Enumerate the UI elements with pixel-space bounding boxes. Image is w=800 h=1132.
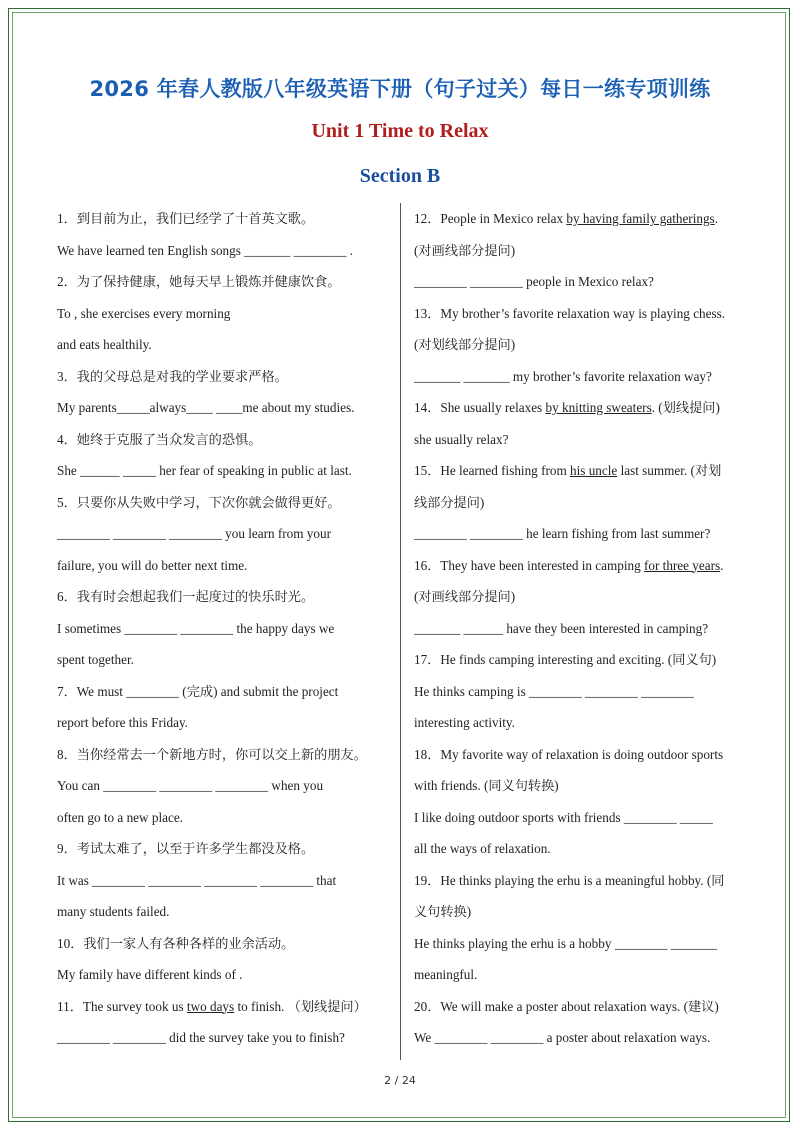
exercise-line: 8．当你经常去一个新地方时，你可以交上新的朋友。 xyxy=(57,746,367,762)
underlined-phrase: his uncle xyxy=(570,463,618,478)
underlined-phrase: for three years xyxy=(643,557,721,573)
exercise-line: ________ ________ did the survey take you to finish? xyxy=(57,1030,345,1045)
exercise-line: 9．考试太难了，以至于许多学生都没及格。 xyxy=(57,841,315,856)
exercise-line: _______ ______ have they been interested in camping? xyxy=(414,620,709,636)
exercise-line: 12．People in Mexico relax by having family gatherings. xyxy=(414,211,718,226)
exercise-line: 6．我有时会想起我们一起度过的快乐时光。 xyxy=(57,589,315,604)
exercise-line: often go to a new place. xyxy=(57,809,183,825)
exercise-line: 11．The survey took us two days to finish. （划线提问） xyxy=(57,998,367,1014)
exercise-line: and eats healthily. xyxy=(57,337,152,352)
exercise-line: with friends. (同义句转换) xyxy=(414,778,559,793)
exercise-line: To , she exercises every morning xyxy=(57,305,231,321)
exercise-line: 20．We will make a poster about relaxation ways. (建议) xyxy=(414,998,719,1014)
exercise-line: 7．We must ________ (完成) and submit the project xyxy=(57,683,339,699)
exercise-line: You can ________ ________ ________ when you xyxy=(57,778,324,793)
exercise-line: My parents_____always____ ____me about my studies. xyxy=(57,400,355,415)
exercise-line: We have learned ten English songs _______ ________ . xyxy=(57,242,353,258)
exercise-line: 17．He finds camping interesting and exciting. (同义句) xyxy=(414,652,717,667)
exercise-line: (对画线部分提问) xyxy=(414,589,516,604)
exercise-line: report before this Friday. xyxy=(57,715,188,730)
underlined-phrase: by knitting sweaters xyxy=(545,400,652,415)
exercise-line: _______ _______ my brother’s favorite relaxation way? xyxy=(414,368,712,384)
underlined-phrase: two days xyxy=(186,998,235,1014)
exercise-line: He thinks camping is ________ ________ ________ xyxy=(414,683,694,699)
page-number: 2 / 24 xyxy=(384,1074,416,1087)
exercise-line: she usually relax? xyxy=(414,431,509,447)
section-heading: Section B xyxy=(359,165,441,187)
exercise-line: 14．She usually relaxes by knitting sweaters. (划线提问) xyxy=(414,400,720,415)
exercise-line: (对画线部分提问) xyxy=(414,242,516,258)
exercise-line: 义句转换) xyxy=(414,904,472,919)
exercise-line: I like doing outdoor sports with friends ________ _____ xyxy=(414,809,713,825)
unit-heading: Unit 1 Time to Relax xyxy=(311,120,489,142)
exercise-line: all the ways of relaxation. xyxy=(414,841,551,856)
exercise-line: spent together. xyxy=(57,652,134,667)
column-divider xyxy=(400,203,401,1060)
exercise-line: failure, you will do better next time. xyxy=(57,557,248,573)
left-column xyxy=(57,203,387,1054)
exercise-line: 16．They have been interested in camping for three years. xyxy=(414,557,724,573)
exercise-line: 18．My favorite way of relaxation is doing outdoor sports xyxy=(414,746,724,762)
exercise-line: 1．到目前为止，我们已经学了十首英文歌。 xyxy=(57,211,315,226)
underlined-phrase: by having family gatherings xyxy=(566,211,715,226)
exercise-line: We ________ ________ a poster about relaxation ways. xyxy=(414,1030,711,1045)
exercise-line: 3．我的父母总是对我的学业要求严格。 xyxy=(57,368,288,384)
exercise-line: 2．为了保持健康，她每天早上锻炼并健康饮食。 xyxy=(57,274,341,289)
right-column xyxy=(414,203,749,1054)
exercise-line: 5．只要你从失败中学习，下次你就会做得更好。 xyxy=(57,494,341,510)
exercise-line: 10．我们一家人有各种各样的业余活动。 xyxy=(57,935,295,951)
exercise-line: 4．她终于克服了当众发言的恐惧。 xyxy=(57,431,262,447)
exercise-line: I sometimes ________ ________ the happy days we xyxy=(57,620,335,636)
exercise-line: 15．He learned fishing from his uncle last summer. (对划 xyxy=(414,463,722,478)
exercise-line: ________ ________ people in Mexico relax? xyxy=(414,274,654,289)
page-title: 2026 年春人教版八年级英语下册（句子过关）每日一练专项训练 xyxy=(89,77,711,101)
exercise-line: many students failed. xyxy=(57,904,170,919)
exercise-line: meaningful. xyxy=(414,967,478,982)
exercise-line: ________ ________ ________ you learn from your xyxy=(57,526,331,541)
exercise-line: 线部分提问) xyxy=(414,494,485,510)
exercise-line: She ______ _____ her fear of speaking in public at last. xyxy=(57,463,352,478)
exercise-line: 13．My brother’s favorite relaxation way is playing chess. xyxy=(414,305,726,321)
exercise-line: interesting activity. xyxy=(414,715,515,730)
exercise-line: 19．He thinks playing the erhu is a meaningful hobby. (同 xyxy=(414,872,725,888)
exercise-line: My family have different kinds of . xyxy=(57,967,243,982)
exercise-line: It was ________ ________ ________ ________ that xyxy=(57,872,337,888)
exercise-line: ________ ________ he learn fishing from last summer? xyxy=(414,526,711,541)
exercise-line: He thinks playing the erhu is a hobby ________ _______ xyxy=(414,935,717,951)
exercise-line: (对划线部分提问) xyxy=(414,337,516,352)
